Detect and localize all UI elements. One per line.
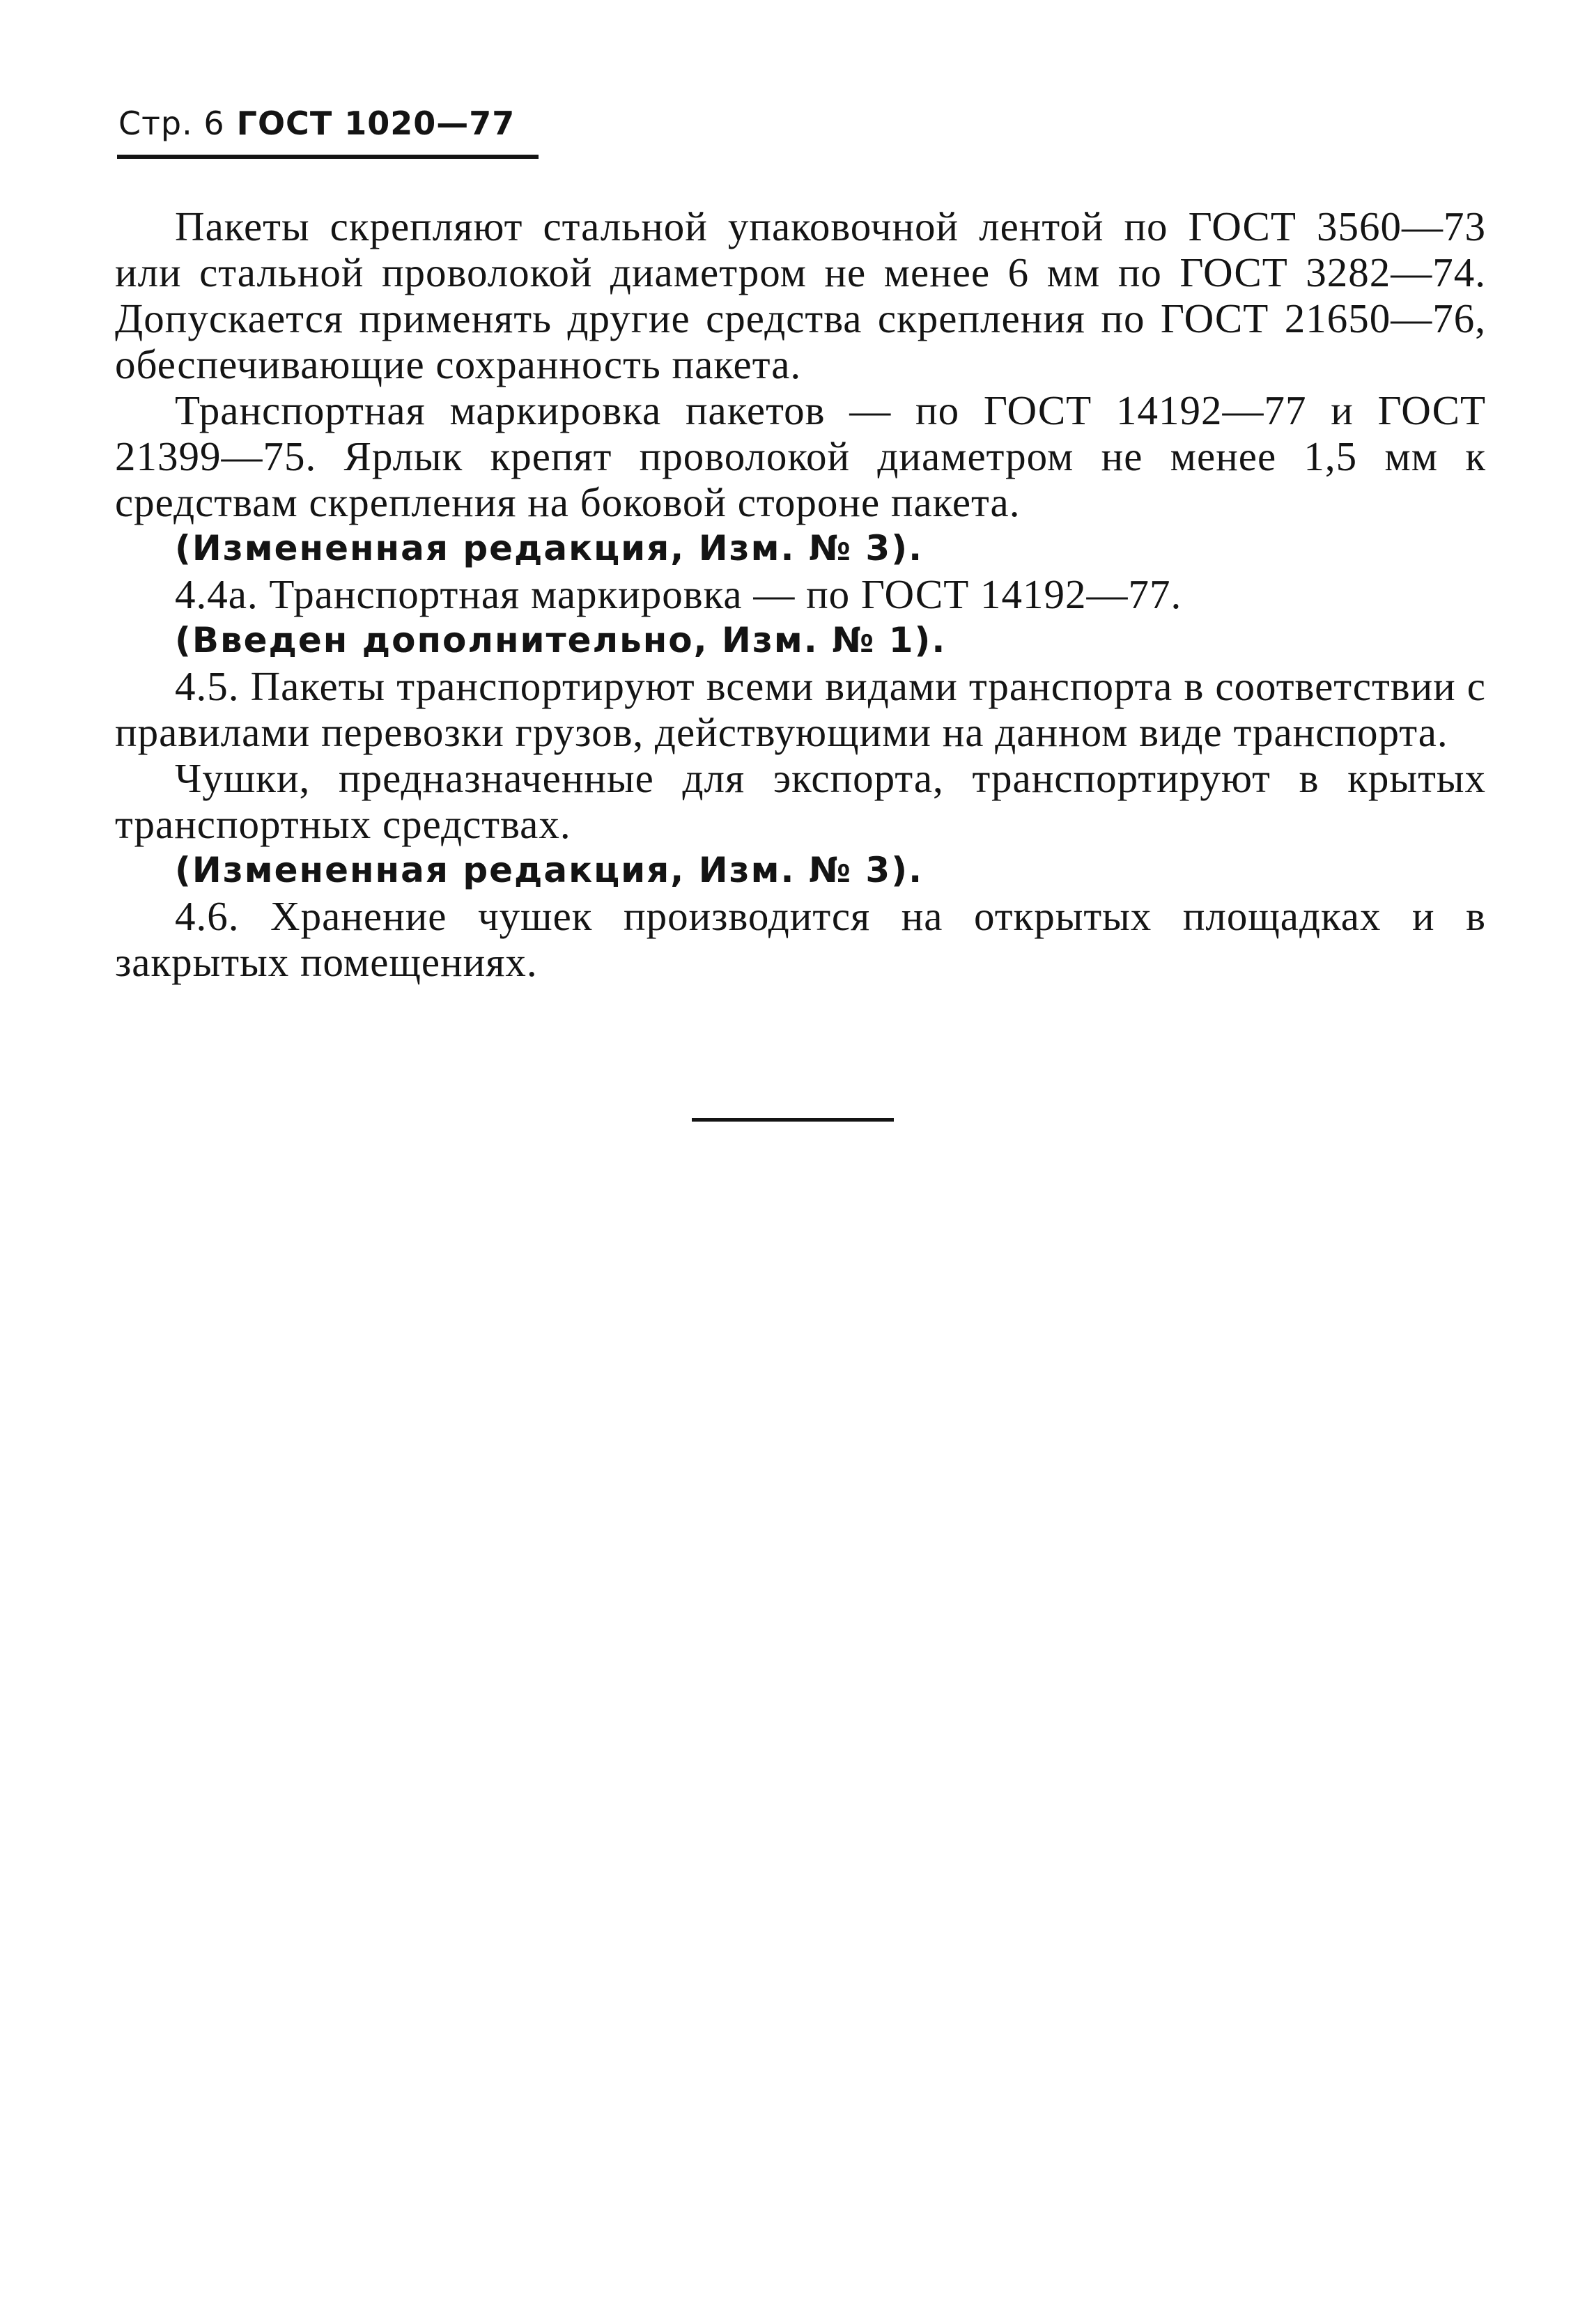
- paragraph-bundle-marking: Транспортная маркировка пакетов — по ГОСТ 14192—77 и ГОСТ 21399—75. Ярлык крепят проволокой диаметром не менее 1,5 мм к средствам скрепления на боковой стороне пакета.: [115, 387, 1486, 525]
- page-number: Стр. 6: [118, 104, 225, 142]
- amendment-note: (Измененная редакция, Изм. № 3).: [175, 850, 924, 890]
- paragraph-export-transport: Чушки, предназначенные для экспорта, транспортируют в крытых транспортных средствах.: [115, 755, 1486, 847]
- standard-designation: ГОСТ 1020—77: [236, 104, 516, 142]
- amendment-note: (Измененная редакция, Изм. № 3).: [175, 528, 924, 568]
- page-header: [118, 104, 543, 143]
- header-rule: [117, 155, 539, 159]
- clause-4-4a: 4.4а. Транспортная маркировка — по ГОСТ 14192—77.: [175, 571, 1182, 617]
- document-body: [115, 203, 1486, 985]
- clause-4-6: 4.6. Хранение чушек производится на открытых площадках и в закрытых помещениях.: [115, 893, 1486, 985]
- amendment-note: (Введен дополнительно, Изм. № 1).: [175, 620, 947, 660]
- end-rule: [692, 1118, 894, 1122]
- clause-4-5: 4.5. Пакеты транспортируют всеми видами транспорта в соответствии с правилами перевозки грузов, действующими на данном виде транспорта.: [115, 663, 1486, 755]
- paragraph-bundle-fastening: Пакеты скрепляют стальной упаковочной лентой по ГОСТ 3560—73 или стальной проволокой диаметром не менее 6 мм по ГОСТ 3282—74. Допускается применять другие средства скрепления по ГОСТ 21650—76, обеспечивающие сохранность пакета.: [115, 203, 1486, 387]
